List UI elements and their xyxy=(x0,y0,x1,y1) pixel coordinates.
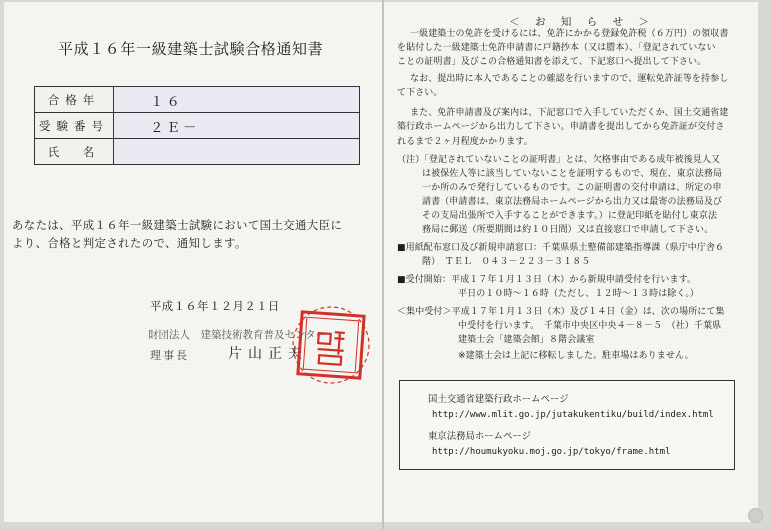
table-value: ２Ｅ－ xyxy=(114,113,360,139)
table-label: 受験番号 xyxy=(35,113,114,139)
notice-line: 請書（申請書は、東京法務局ホームページから出力又は最寄の法務局及び xyxy=(422,197,723,207)
chair-name: 片山正夫 xyxy=(228,346,308,362)
notice-line: を貼付した一級建築士免許申請書に戸籍抄本（又は謄本）、「登記されていない xyxy=(397,43,716,53)
notice-line: れるまで２ヶ月程度かかります。 xyxy=(397,137,533,147)
table-row xyxy=(35,139,360,165)
notice-line: 中受付を行います。 千葉市中央区中央４－８－５ （社）千葉県 xyxy=(458,321,722,331)
body-line: より、合格と判定されたので、通知します。 xyxy=(12,236,247,250)
notice-line: ※建築士会は上記に移転しました。駐車場はありません。 xyxy=(458,351,694,361)
notice-heading: ＜ お 知 ら せ ＞ xyxy=(509,16,655,28)
certificate-body xyxy=(12,216,364,252)
issuing-organization: 財団法人 建築技術教育普及センター xyxy=(148,329,327,341)
chair-title: 理事長 xyxy=(150,349,189,362)
notice-line: ■用紙配布窓口及び新規申請窓口：千葉県県土整備部建築指導課（県庁中庁舎６ xyxy=(397,243,725,253)
table-label: 氏 名 xyxy=(35,139,114,165)
punch-hole-icon xyxy=(748,508,763,523)
table-value xyxy=(114,139,360,165)
mlit-homepage-title: 国土交通省建築行政ホームページ xyxy=(428,394,569,405)
notice-line: 一級建築士の免許を受けるには、免許にかかる登録免許税（６万円）の領収書 xyxy=(410,29,729,39)
notice-line: ことの証明書」及びこの合格通知書を添えて、下記窓口へ提出して下さい。 xyxy=(397,57,707,67)
official-seal-icon xyxy=(290,304,372,386)
table-row xyxy=(35,113,360,139)
notice-line: ＜集中受付＞平成１７年１月１３日（木）及び１４日（金）は、次の場所にて集 xyxy=(397,307,725,317)
houmu-homepage-title: 東京法務局ホームページ xyxy=(428,431,531,442)
issue-date: 平成１６年１２月２１日 xyxy=(150,299,280,313)
notice-line: （注）「登記されていないことの証明書」とは、欠格事由である成年被後見人又 xyxy=(397,155,721,165)
notice-line: 築行政ホームページから出力して下さい。申請書を提出してから免許証が交付さ xyxy=(397,122,725,132)
website-info-box xyxy=(399,380,735,470)
notice-line: ■受付開始：平成１７年１月１３日（木）から新規申請受付を行います。 xyxy=(397,275,697,285)
notice-line: 務局に郵送（所要期間は約１０日間）又は直接窓口で申請して下さい。 xyxy=(422,225,714,235)
table-value: １６ xyxy=(114,87,360,113)
notice-line: 建築士会「建築会館」８階会議室 xyxy=(458,335,595,345)
notice-line: なお、提出時に本人であることの確認を行いますので、運転免許証等を持参し xyxy=(410,74,729,84)
notice-line: 階） ＴＥＬ ０４３－２２３－３１８５ xyxy=(422,257,591,267)
candidate-info-table xyxy=(34,86,360,165)
body-line: あなたは、平成１６年一級建築士試験において国土交通大臣に xyxy=(12,218,343,232)
certificate-title: 平成１６年一級建築士試験合格通知書 xyxy=(58,40,324,58)
table-label: 合格年 xyxy=(35,87,114,113)
table-row xyxy=(35,87,360,113)
houmu-homepage-link[interactable]: http://houmukyoku.moj.go.jp/tokyo/frame.html xyxy=(432,447,671,457)
notice-line: また、免許申請書及び案内は、下記窓口で入手していただくか、国土交通省建 xyxy=(410,108,729,118)
mlit-homepage-link[interactable]: http://www.mlit.go.jp/jutakukentiku/build/index.html xyxy=(432,410,714,420)
notice-line: その支局出張所で入手することができます。）に登記印紙を貼付し東京法 xyxy=(422,211,718,221)
notice-line: は被保佐人等に該当していないことを証明するもので、現在、東京法務局 xyxy=(422,169,723,179)
notice-line: 一か所のみで発行しているものです。この証明書の交付申請は、所定の申 xyxy=(422,183,722,193)
notice-line: て下さい。 xyxy=(397,88,443,98)
notice-line: 平日の１０時～１６時（ただし、１２時～１３時は除く。） xyxy=(458,289,700,299)
certificate-page xyxy=(4,2,382,522)
